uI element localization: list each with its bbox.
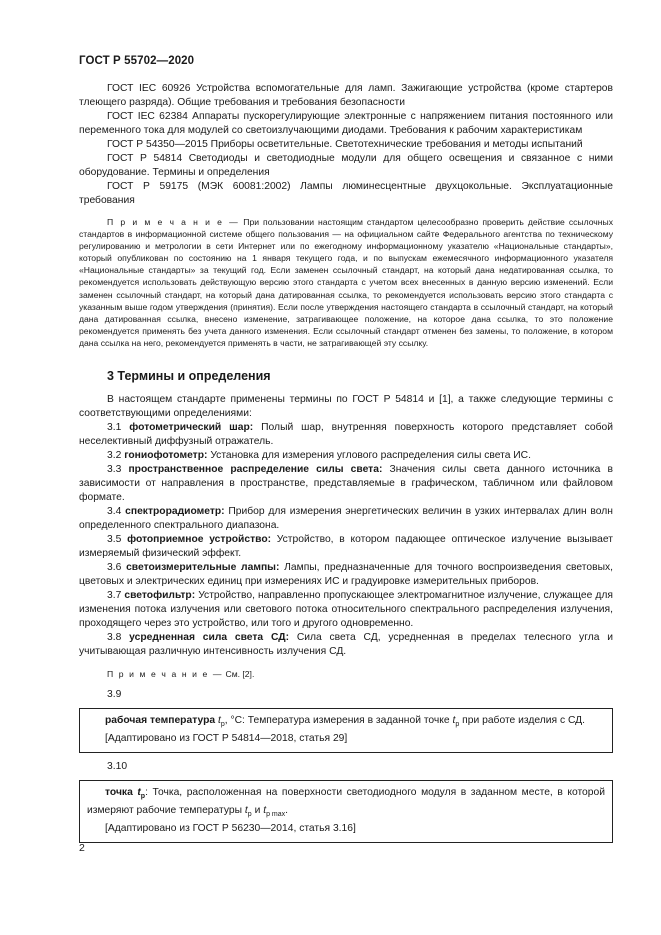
note-label: П р и м е ч а н и е — bbox=[107, 669, 224, 680]
boxed-term-point bbox=[79, 780, 613, 843]
page-content bbox=[79, 82, 613, 843]
section-title: 3 Термины и определения bbox=[107, 369, 271, 384]
term-definition: Прибор для измерения энергетических величин в узких интервалах длин волн определенного спектрального диапазона. bbox=[79, 506, 613, 532]
term-definition: Полый шар, внутренняя поверхность которого представляет собой неселективный диффузный отражатель. bbox=[79, 422, 613, 448]
boxed-term-definition bbox=[87, 714, 605, 732]
boxed-term-number: 3.9 bbox=[107, 689, 122, 701]
term-name: гониофотометр: bbox=[124, 450, 208, 462]
symbol: t bbox=[263, 805, 267, 817]
term-entry bbox=[79, 589, 613, 631]
reference-item: ГОСТ Р 54814 Светодиоды и светодиодные модули для общего освещения и связанное с ними оборудование. Термины и определения bbox=[79, 153, 613, 178]
term-definition: Значения силы света данного источника в зависимости от направления в пространстве, представляемые в графическом, табличном или файловом формате. bbox=[79, 464, 613, 504]
symbol-subscript: p bbox=[247, 811, 252, 819]
term-name: светоизмерительные лампы: bbox=[126, 562, 280, 574]
page-number: 2 bbox=[79, 842, 85, 854]
term-entry bbox=[79, 533, 613, 561]
reference-item: ГОСТ Р 54350—2015 Приборы осветительные. Светотехнические требования и методы испытаний bbox=[107, 139, 583, 150]
symbol: t bbox=[244, 805, 248, 817]
term-number: 3.7 bbox=[107, 590, 122, 602]
term-definition: Устройство, в котором падающее оптическое излучение вызывает измеряемый физический эффект. bbox=[79, 534, 613, 560]
term-number: 3.6 bbox=[107, 562, 122, 574]
references-note bbox=[79, 216, 613, 349]
boxed-term-operating-temperature bbox=[79, 708, 613, 753]
symbol-subscript: p max bbox=[266, 811, 286, 819]
terms-list bbox=[79, 421, 613, 659]
conjunction: и bbox=[254, 805, 261, 817]
note-text: См. [2]. bbox=[225, 669, 255, 680]
term-number: 3.4 bbox=[107, 506, 122, 518]
term-definition-part: : Точка, расположенная на поверхности светодиодного модуля в заданном месте, в которой измеряют рабочие температуры bbox=[87, 787, 605, 817]
symbol-subscript: p bbox=[455, 721, 460, 729]
term-name: фотометрический шар: bbox=[129, 422, 254, 434]
term-definition-end: . bbox=[285, 805, 289, 817]
term-entry bbox=[79, 421, 613, 449]
term-definition: Лампы, предназначенные для точного воспроизведения световых, цветовых и электрических единиц при измерениях ИС и градуировке измерительных приборов. bbox=[79, 562, 613, 588]
boxed-term-number: 3.10 bbox=[107, 761, 128, 773]
term-name: пространственное распределение силы света: bbox=[128, 464, 383, 476]
term-name: спектрорадиометр: bbox=[125, 506, 225, 518]
symbol-subscript: p bbox=[220, 721, 225, 729]
reference-item: ГОСТ IEC 62384 Аппараты пускорегулирующие электронные с напряжением питания постоянного или переменного тока для модулей со светоизлучающими диодами. Требования к рабочим характеристикам bbox=[79, 111, 613, 136]
symbol-subscript: p bbox=[140, 793, 146, 801]
term-name: усредненная сила света СД: bbox=[129, 632, 290, 644]
note-label: П р и м е ч а н и е — bbox=[107, 217, 240, 227]
term-entry bbox=[79, 463, 613, 505]
term-definition-part: , °С: Температура измерения в заданной точке bbox=[224, 715, 450, 727]
symbol: t bbox=[137, 787, 141, 799]
symbol: t bbox=[452, 715, 456, 727]
term-definition: Установка для измерения углового распределения силы света ИС. bbox=[210, 450, 531, 462]
term-note bbox=[79, 667, 613, 681]
term-name: точка bbox=[105, 787, 133, 799]
term-entry bbox=[79, 631, 613, 659]
note-text: При пользовании настоящим стандартом целесообразно проверить действие ссылочных стандартов в информационной системе общего пользования — на официальном сайте Федерального агентства по техническому регулированию и метрологии в сети Интернет или по ежегодному информационному указателю «Национальные стандарты», который опубликован по состоянию на 1 января текущего года, и по выпускам ежемесячного информационного указателя «Национальные стандарты» за текущий год. Если заменен ссылочный стандарт, на который дана недатированная ссылка, то рекомендуется использовать действующую версию этого стандарта с учетом всех внесенных в данную версию изменений. Если заменен ссылочный стандарт, на который дана датированная ссылка, то рекомендуется использовать версию этого стандарта с указанным выше годом утверждения (принятия). Если после утверждения настоящего стандарта в ссылочный стандарт, на который дана датированная ссылка, внесено изменение, затрагивающее положение, на которое дана ссылка, то это положение рекомендуется применять без учета данного изменения. Если ссылочный стандарт отменен без замены, то положение, в котором дана ссылка на него, рекомендуется применять в части, не затрагивающей эту ссылку. bbox=[79, 217, 613, 348]
term-definition-part: при работе изделия с СД. bbox=[462, 715, 586, 727]
term-source: [Адаптировано из ГОСТ Р 56230—2014, статья 3.16] bbox=[105, 823, 356, 835]
reference-item: ГОСТ IEC 60926 Устройства вспомогательные для ламп. Зажигающие устройства (кроме стартеров тлеющего разряда). Общие требования и требования безопасности bbox=[79, 83, 613, 108]
term-number: 3.1 bbox=[107, 422, 122, 434]
document-header: ГОСТ Р 55702—2020 bbox=[79, 55, 195, 67]
references-list bbox=[79, 82, 613, 208]
term-number: 3.5 bbox=[107, 534, 122, 546]
section-intro: В настоящем стандарте применены термины по ГОСТ Р 54814 и [1], а также следующие термины с соответствующими определениями: bbox=[79, 394, 613, 420]
term-number: 3.3 bbox=[107, 464, 122, 476]
term-source: [Адаптировано из ГОСТ Р 54814—2018, статья 29] bbox=[105, 733, 348, 745]
term-entry bbox=[79, 561, 613, 589]
reference-item: ГОСТ Р 59175 (МЭК 60081:2002) Лампы люминесцентные двухцокольные. Эксплуатационные требования bbox=[79, 181, 613, 206]
term-definition: Устройство, направленно пропускающее электромагнитное излучение, служащее для изменения потока излучения или светового потока относительного спектрального распределения излучения, проходящего через это устройство, или того и другого одновременно. bbox=[79, 590, 613, 630]
symbol: t bbox=[217, 715, 221, 727]
boxed-term-definition bbox=[87, 786, 605, 822]
term-number: 3.2 bbox=[107, 450, 122, 462]
term-definition: Сила света СД, усредненная в пределах телесного угла и учитывающая различную интенсивность излучения СД. bbox=[79, 632, 614, 658]
term-entry bbox=[79, 505, 613, 533]
term-name: светофильтр: bbox=[124, 590, 196, 602]
term-number: 3.8 bbox=[107, 632, 122, 644]
term-name: рабочая температура bbox=[105, 715, 216, 727]
term-entry bbox=[79, 449, 613, 463]
term-name: фотоприемное устройство: bbox=[127, 534, 272, 546]
